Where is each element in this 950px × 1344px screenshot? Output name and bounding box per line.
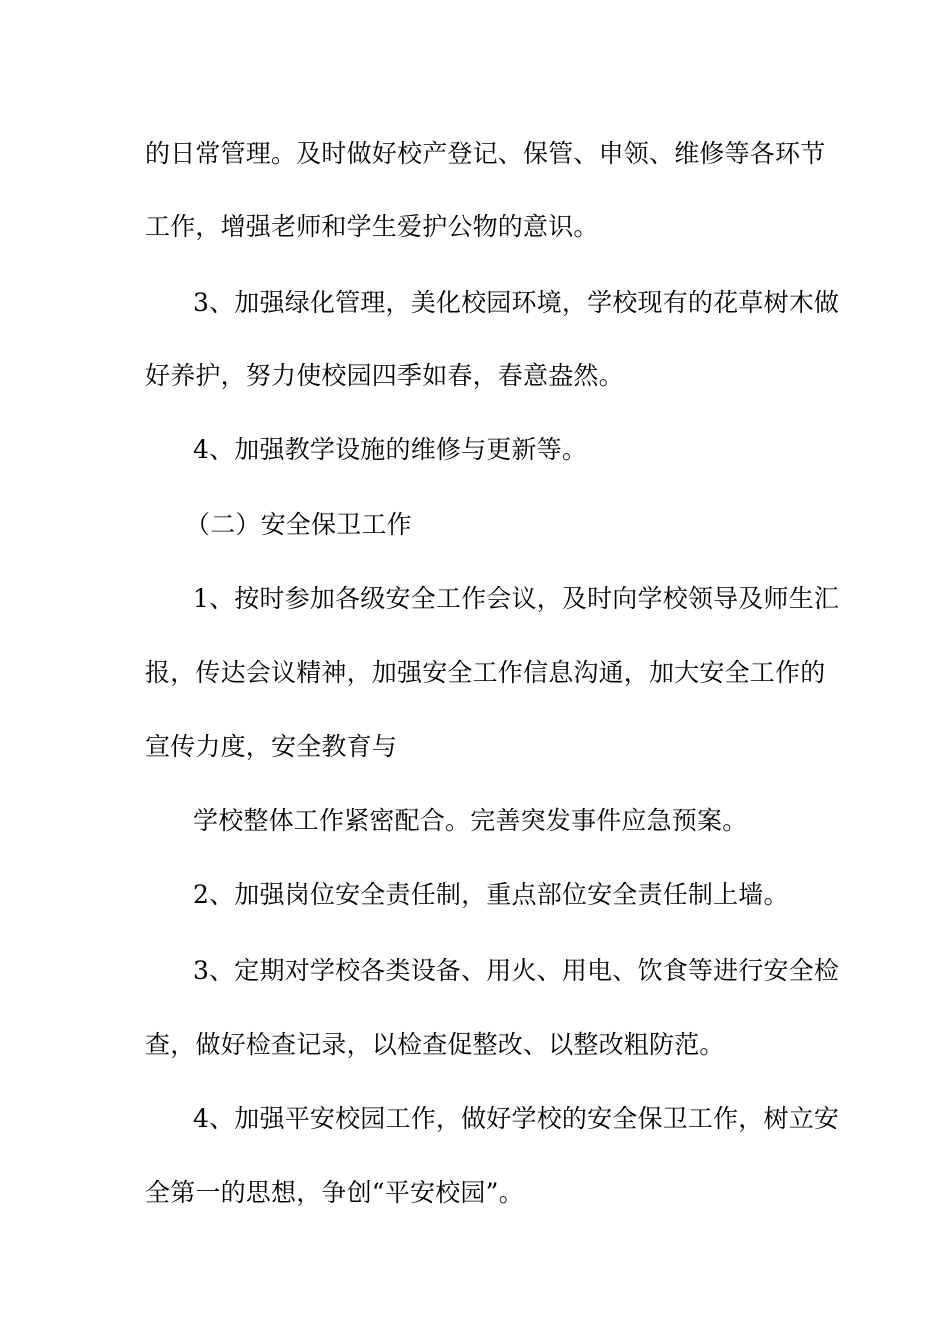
text-line: 1、按时参加各级安全工作会议，及时向学校领导及师生汇 (193, 584, 840, 613)
text-line: 2、加强岗位安全责任制，重点部位安全责任制上墙。 (193, 880, 789, 909)
section-heading: （二）安全保卫工作 (185, 510, 412, 539)
text-line: 3、加强绿化管理，美化校园环境，学校现有的花草树木做 (193, 288, 840, 317)
text-line: 3、定期对学校各类设备、用火、用电、饮食等进行安全检 (193, 956, 840, 985)
text-line: 全第一的思想，争创“平安校园”。 (145, 1178, 524, 1207)
text-line: 4、加强平安校园工作，做好学校的安全保卫工作，树立安 (193, 1104, 840, 1133)
text-line: 4、加强教学设施的维修与更新等。 (193, 435, 588, 464)
text-line: 的日常管理。及时做好校产登记、保管、申领、维修等各环节 (145, 139, 826, 168)
text-line: 工作，增强老师和学生爱护公物的意识。 (145, 212, 599, 241)
text-line: 报，传达会议精神，加强安全工作信息沟通，加大安全工作的 (145, 658, 826, 687)
text-line: 学校整体工作紧密配合。完善突发事件应急预案。 (193, 806, 748, 835)
text-line: 好养护，努力使校园四季如春，春意盎然。 (145, 361, 624, 390)
text-line: 查，做好检查记录，以检查促整改、以整改粗防范。 (145, 1030, 725, 1059)
text-line: 宣传力度，安全教育与 (145, 732, 398, 761)
